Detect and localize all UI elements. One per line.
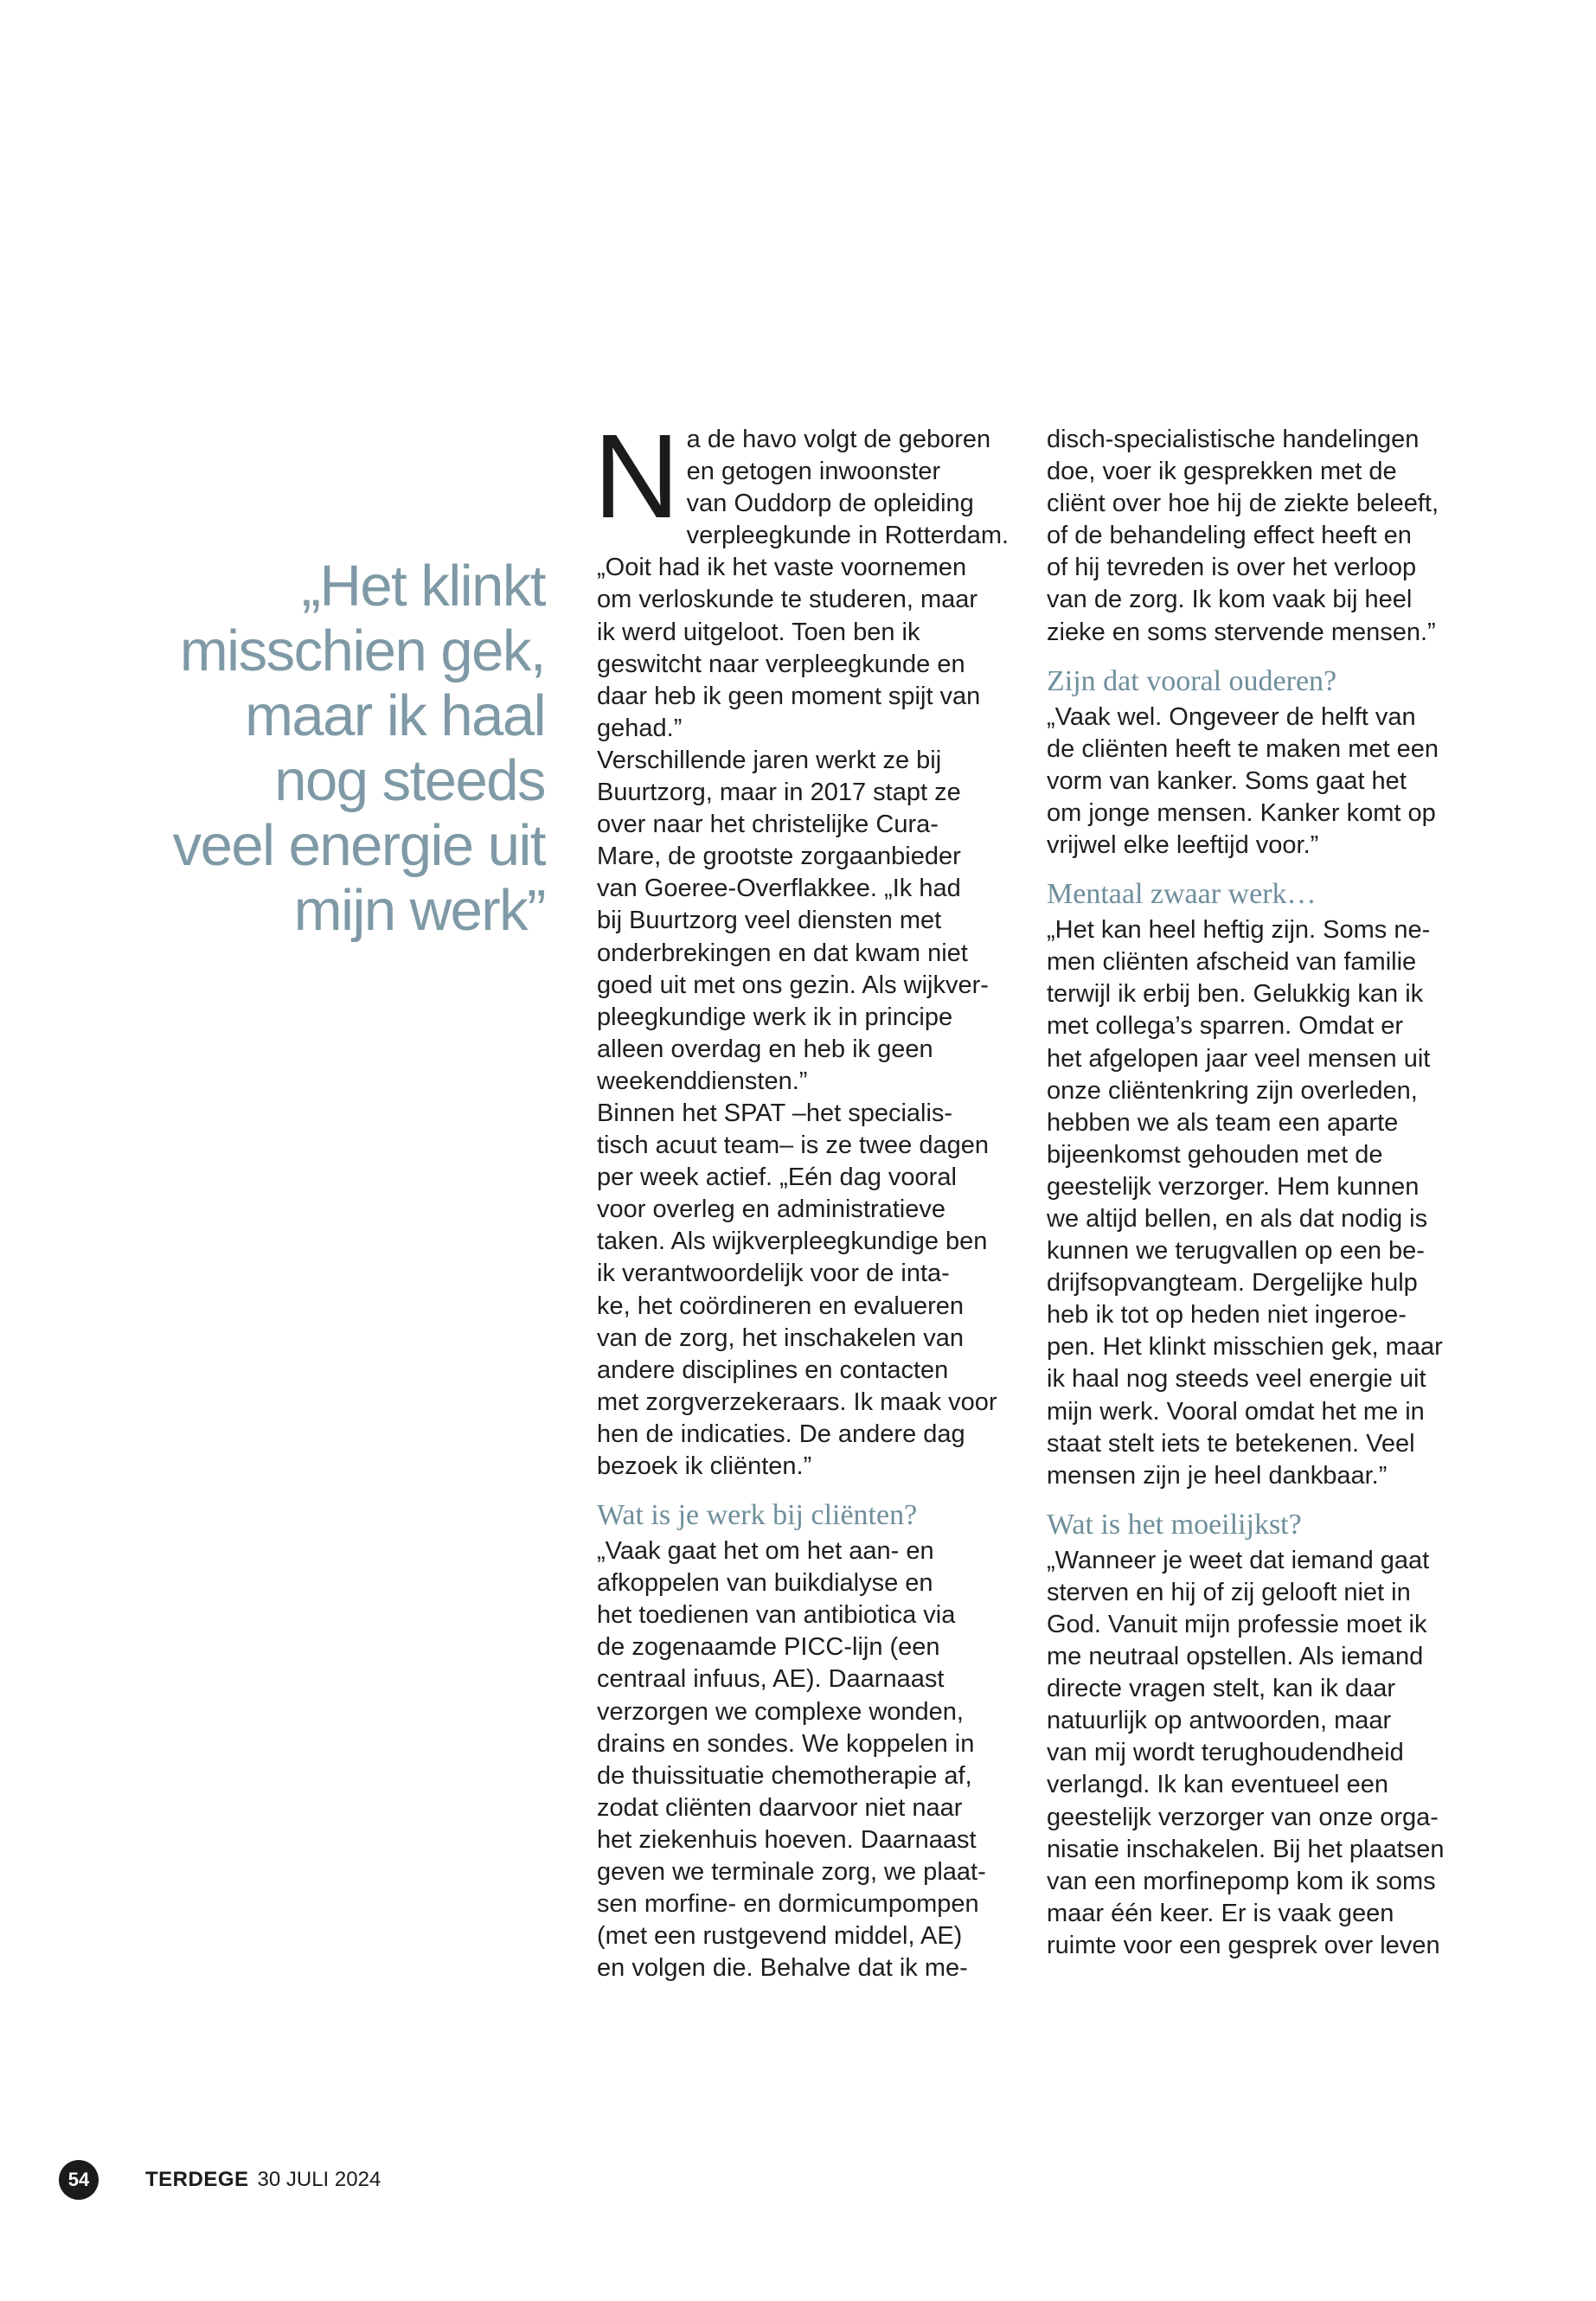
text-line: „Wanneer je weet dat iemand gaat	[1047, 1546, 1430, 1574]
text-line: van Ouddorp de opleiding	[686, 490, 974, 518]
text-line: gehad.”	[597, 714, 683, 742]
text-line: mensen zijn je heel dankbaar.”	[1047, 1461, 1388, 1490]
text-line: het ziekenhuis hoeven. Daarnaast	[597, 1825, 977, 1854]
text-line: geven we terminale zorg, we plaat-	[597, 1858, 986, 1887]
body-text	[1047, 914, 1471, 1492]
text-line: bij Buurtzorg veel diensten met	[597, 907, 942, 935]
text-line: disch-specialistische handelingen	[1047, 426, 1420, 453]
text-line: drains en sondes. We koppelen in	[597, 1729, 975, 1758]
text-line: om verloskunde te studeren, maar	[597, 586, 978, 614]
text-line: kunnen we terugvallen op een be-	[1047, 1237, 1425, 1266]
text-line: „Het klinkt	[301, 554, 545, 619]
text-line: sterven en hij of zij gelooft niet in	[1047, 1578, 1411, 1606]
text-line: centraal infuus, AE). Daarnaast	[597, 1665, 945, 1694]
issue-date: 30 JULI 2024	[257, 2168, 381, 2191]
text-line: maar één keer. Er is vaak geen	[1047, 1899, 1394, 1927]
text-line: om jonge mensen. Kanker komt op	[1047, 798, 1436, 827]
subheading-work-with-clients: Wat is je werk bij cliënten?	[597, 1499, 918, 1532]
text-line: God. Vanuit mijn professie moet ik	[1047, 1611, 1427, 1638]
text-line: met collega’s sparren. Omdat er	[1047, 1012, 1404, 1041]
text-line: taken. Als wijkverpleegkundige ben	[597, 1227, 988, 1256]
text-line: heb ik tot op heden niet ingeroe-	[1047, 1301, 1407, 1330]
body-text	[1047, 1545, 1471, 1962]
text-line: maar ik haal	[245, 683, 545, 748]
text-line: terwijl ik erbij ben. Gelukkig kan ik	[1047, 980, 1424, 1009]
text-line: sen morfine- en dormicumpompen	[597, 1890, 979, 1919]
text-line: van Goeree-Overflakkee. „Ik had	[597, 875, 961, 903]
body-text	[597, 1535, 1008, 1984]
text-line: de zogenaamde PICC-lijn (een	[597, 1633, 940, 1662]
text-line: hebben we als team een aparte	[1047, 1108, 1399, 1137]
text-line: alleen overdag en heb ik geen	[597, 1035, 933, 1063]
text-line: verpleegkunde in Rotterdam.	[686, 522, 1010, 550]
text-line: men cliënten afscheid van familie	[1047, 948, 1417, 977]
text-line: goed uit met ons gezin. Als wijkver-	[597, 971, 989, 999]
text-line: per week actief. „Eén dag vooral	[597, 1163, 957, 1192]
subheading-mental-work: Mentaal zwaar werk…	[1047, 878, 1317, 911]
page-footer	[59, 2159, 381, 2201]
subheading-elderly: Zijn dat vooral ouderen?	[1047, 664, 1337, 697]
text-line: „Het kan heel heftig zijn. Soms ne-	[1047, 916, 1431, 945]
text-line: het toedienen van antibiotica via	[597, 1601, 956, 1630]
text-line: ik haal nog steeds veel energie uit	[1047, 1365, 1426, 1394]
text-line: vorm van kanker. Soms gaat het	[1047, 766, 1407, 795]
text-line: van een morfinepomp kom ik soms	[1047, 1867, 1436, 1895]
text-line: verlangd. Ik kan eventueel een	[1047, 1771, 1388, 1799]
text-line: ik werd uitgeloot. Toen ben ik	[597, 618, 920, 646]
text-line: directe vragen stelt, kan ik daar	[1047, 1675, 1395, 1703]
body-text	[1047, 424, 1471, 649]
article-column-2	[1047, 424, 1471, 1962]
text-line: misschien gek,	[179, 619, 545, 683]
text-line: of de behandeling effect heeft en	[1047, 522, 1412, 550]
text-line: pleegkundige werk ik in principe	[597, 1003, 953, 1031]
page-number-badge: 54	[59, 2160, 99, 2200]
text-line: ik verantwoordelijk voor de inta-	[597, 1259, 950, 1288]
text-line: a de havo volgt de geboren	[686, 426, 991, 453]
text-line: over naar het christelijke Cura-	[597, 811, 939, 839]
text-line: de thuissituatie chemotherapie af,	[597, 1761, 972, 1790]
text-line: andere disciplines en contacten	[597, 1356, 949, 1384]
text-line: verzorgen we complexe wonden,	[597, 1697, 964, 1726]
subheading-most-difficult: Wat is het moeilijkst?	[1047, 1508, 1302, 1541]
text-line: Mare, de grootste zorgaanbieder	[597, 843, 961, 871]
drop-cap: N	[593, 410, 680, 543]
text-line: natuurlijk op antwoorden, maar	[1047, 1707, 1392, 1735]
text-line: „Vaak wel. Ongeveer de helft van	[1047, 702, 1416, 731]
text-line: Buurtzorg, maar in 2017 stapt ze	[597, 779, 961, 807]
body-text	[1047, 702, 1471, 862]
text-line: bijeenkomst gehouden met de	[1047, 1140, 1383, 1169]
pull-quote	[147, 554, 545, 943]
text-line: onderbrekingen en dat kwam niet	[597, 939, 968, 967]
magazine-name: TERDEGE	[145, 2168, 249, 2191]
article-column-1	[593, 410, 1010, 1984]
text-line: tisch acuut team– is ze twee dagen	[597, 1131, 989, 1160]
text-line: de cliënten heeft te maken met een	[1047, 734, 1439, 763]
text-line: Binnen het SPAT –het specialis-	[597, 1099, 953, 1127]
text-line: van de zorg, het inschakelen van	[597, 1324, 964, 1352]
text-line: cliënt over hoe hij de ziekte beleeft,	[1047, 490, 1439, 518]
text-line: ruimte voor een gesprek over leven	[1047, 1931, 1440, 1959]
text-line: van de zorg. Ik kom vaak bij heel	[1047, 586, 1413, 614]
text-line: me neutraal opstellen. Als iemand	[1047, 1643, 1424, 1671]
text-line: geestelijk verzorger. Hem kunnen	[1047, 1172, 1420, 1201]
text-line: afkoppelen van buikdialyse en	[597, 1569, 933, 1598]
text-line: mijn werk. Vooral omdat het me in	[1047, 1397, 1425, 1426]
text-line: en getogen inwoonster	[686, 458, 941, 486]
text-line: we altijd bellen, en als dat nodig is	[1047, 1204, 1428, 1233]
text-line: mijn werk”	[293, 878, 545, 943]
text-line: „Ooit had ik het vaste voornemen	[597, 554, 967, 582]
text-line: Verschillende jaren werkt ze bij	[597, 746, 942, 774]
text-line: nisatie inschakelen. Bij het plaatsen	[1047, 1835, 1445, 1863]
text-line: van mij wordt terughoudendheid	[1047, 1739, 1404, 1767]
text-line: „Vaak gaat het om het aan- en	[597, 1537, 934, 1566]
text-line: en volgen die. Behalve dat ik me-	[597, 1954, 968, 1983]
text-line: ke, het coördineren en evalueren	[597, 1292, 965, 1320]
text-line: pen. Het klinkt misschien gek, maar	[1047, 1333, 1443, 1362]
text-line: het afgelopen jaar veel mensen uit	[1047, 1044, 1431, 1073]
text-line: met zorgverzekeraars. Ik maak voor	[597, 1388, 997, 1416]
text-line: (met een rustgevend middel, AE)	[597, 1922, 963, 1951]
text-line: weekenddiensten.”	[597, 1067, 808, 1095]
text-line: doe, voer ik gesprekken met de	[1047, 458, 1397, 486]
text-line: onze cliëntenkring zijn overleden,	[1047, 1076, 1418, 1105]
text-line: daar heb ik geen moment spijt van	[597, 682, 981, 710]
text-line: bezoek ik cliënten.”	[597, 1452, 812, 1480]
text-line: of hij tevreden is over het verloop	[1047, 554, 1417, 582]
text-line: vrijwel elke leeftijd voor.”	[1047, 831, 1319, 860]
text-line: geswitcht naar verpleegkunde en	[597, 650, 965, 678]
text-line: staat stelt iets te betekenen. Veel	[1047, 1429, 1415, 1458]
text-line: zieke en soms stervende mensen.”	[1047, 618, 1436, 646]
text-line: drijfsopvangteam. Dergelijke hulp	[1047, 1269, 1418, 1298]
text-line: zodat cliënten daarvoor niet naar	[597, 1793, 963, 1822]
text-line: nog steeds	[274, 748, 545, 813]
text-line: geestelijk verzorger van onze orga-	[1047, 1803, 1439, 1831]
text-line: hen de indicaties. De andere dag	[597, 1420, 965, 1448]
text-line: voor overleg en administratieve	[597, 1195, 945, 1224]
body-text	[597, 520, 1008, 1483]
text-line: veel energie uit	[172, 813, 545, 878]
